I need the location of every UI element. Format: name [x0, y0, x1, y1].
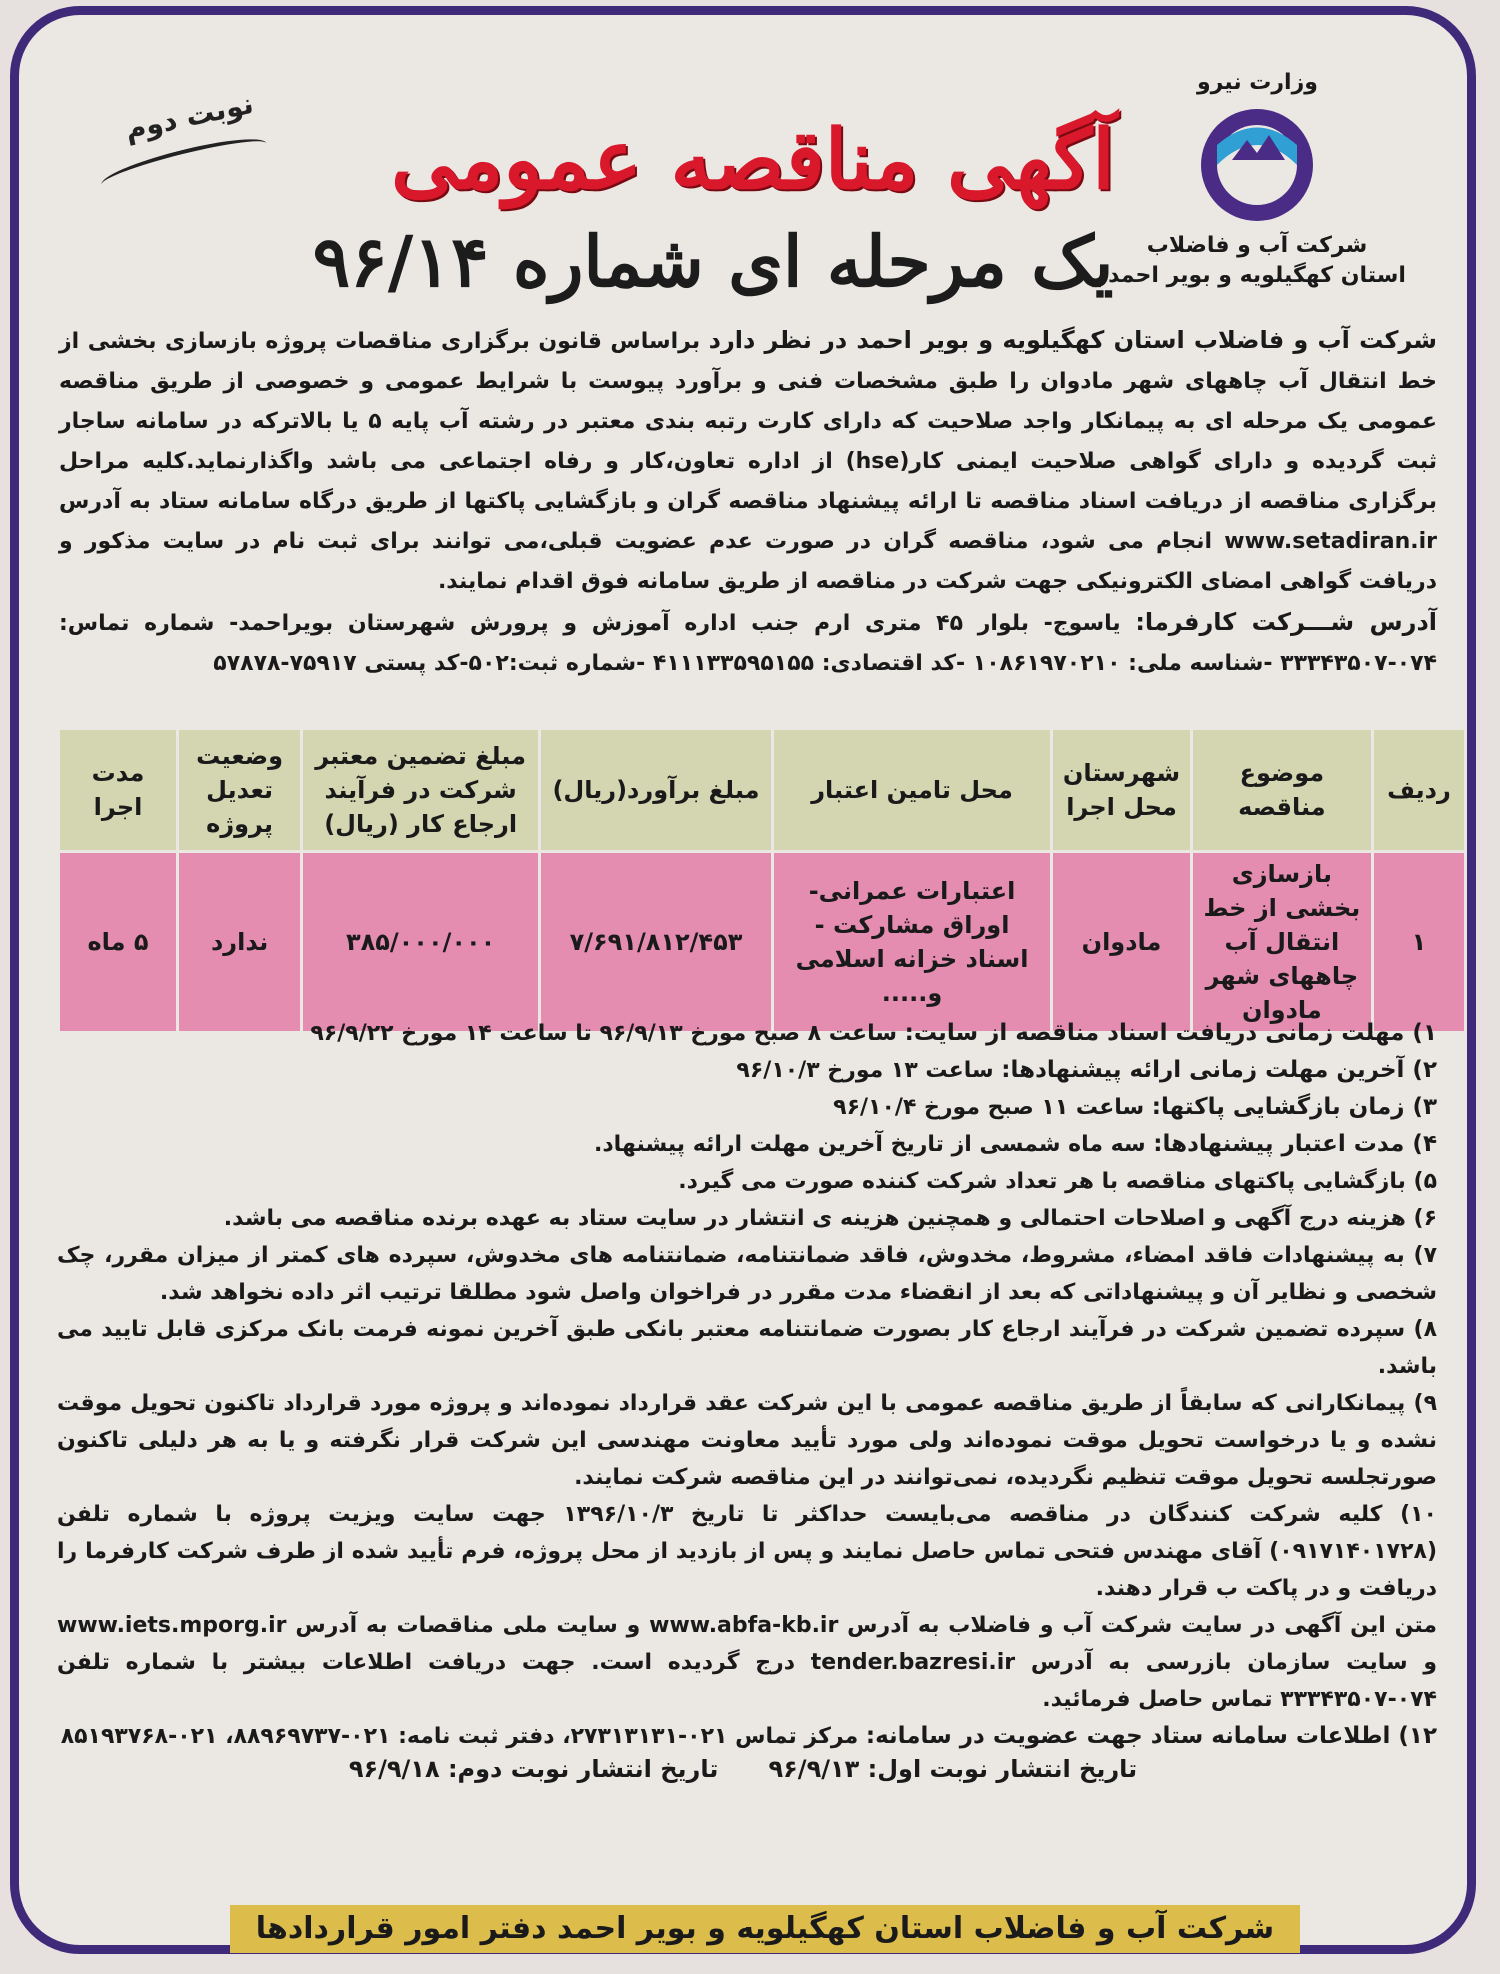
header: [19, 15, 1467, 305]
org-name-line2: استان کهگیلویه و بویر احمد: [1108, 263, 1406, 288]
list-item: ۳) زمان بازگشایی پاکتها: ساعت ۱۱ صبح مورخ ۹۶/۱۰/۴: [833, 1094, 1437, 1120]
employer-address: [59, 602, 1437, 684]
table-header-cell: شهرستان محل اجرا: [1052, 729, 1192, 852]
ad-frame: [10, 6, 1476, 1954]
list-item: ۶) هزینه درج آگهی و اصلاحات احتمالی و همچنین هزینه ی انتشار در سایت ستاد به عهده برنده مناقصه می باشد.: [223, 1206, 1437, 1231]
list-item: ۱۰) کلیه شرکت کنندگان در مناقصه می‌بایست حداکثر تا تاریخ ۱۳۹۶/۱۰/۳ جهت سایت ویزیت پروژه با شماره تلفن (۰۹۱۷۱۴۰۱۷۲۸) آقای مهندس فتحی تماس حاصل نمایند و پس از بازدید از محل پروژه، فرم تأیید شده از طرف شرکت کارفرما را دریافت و در پاکت ب قرار دهند.: [57, 1502, 1437, 1601]
table-header-cell: ردیف: [1372, 729, 1465, 852]
table-header-cell: موضوع مناقصه: [1191, 729, 1372, 852]
conditions-list: [57, 1015, 1437, 1755]
ministry-label: وزارت نیرو: [1197, 70, 1318, 95]
table-header-cell: محل تامین اعتبار: [772, 729, 1051, 852]
publication-first: تاریخ انتشار نوبت اول: ۹۶/۹/۱۳: [768, 1755, 1138, 1783]
intro-text: براساس قانون برگزاری مناقصات پروژه بازسازی بخشی از خط انتقال آب چاههای شهر مادوان را طبق مشخصات فنی و برآورد پیوست با شرایط عمومی و خصوصی از طریق مناقصه عمومی یک مرحله ای به پیمانکار واجد صلاحیت که دارای کارت رتبه بندی معتبر در رشته آب پایه ۵ یا بالاترکه در سامانه ساجار ثبت گردیده و دارای گواهی صلاحیت ایمنی کار(hse) از اداره تعاون،کار و رفاه اجتماعی می باشد واگذارنماید.کلیه مراحل برگزاری مناقصه از دریافت اسناد مناقصه تا ارائه پیشنهاد مناقصه گران و بازگشایی پاکتها از طریق درگاه سامانه ستاد به آدرس www.setadiran.ir انجام می شود، مناقصه گران در صورت عدم عضویت قبلی،می توانند برای ثبت نام در سایت مذکور و دریافت گواهی امضای الکترونیکی جهت شرکت در مناقصه از طریق سامانه فوق اقدام نمایند.: [59, 329, 1437, 594]
list-item: ۱) مهلت زمانی دریافت اسناد مناقصه از سایت: ساعت ۸ صبح مورخ ۹۶/۹/۱۳ تا ساعت ۱۴ مورخ ۹۶/۹/۲۲: [310, 1020, 1437, 1046]
list-item: ۷) به پیشنهادات فاقد امضاء، مشروط، مخدوش، فاقد ضمانتنامه، ضمانتنامه های مخدوش، سپرده های کمتر از میزان مقرر، چک شخصی و نظایر آن و پیشنهاداتی که بعد از انقضاء مدت مقرر در فراخوان واصل شود مطلقا ترتیب اثر داده نخواهد شد.: [57, 1243, 1437, 1305]
tender-table: [57, 727, 1467, 1034]
address-label: آدرس شـــرکت کارفرما:: [1135, 608, 1438, 636]
table-header-cell: مدت اجرا: [59, 729, 178, 852]
intro-org-bold: شرکت آب و فاضلاب استان کهگیلویه و بویر احمد در نظر دارد: [708, 326, 1437, 354]
list-item: ۸) سپرده تضمین شرکت در فرآیند ارجاع کار بصورت ضمانتنامه معتبر بانکی طبق آخرین نمونه فرمت بانک مرکزی قابل تایید می باشد.: [57, 1317, 1437, 1379]
ad-title: آگهی مناقصه عمومی: [391, 112, 1115, 208]
table-cell: مادوان: [1052, 852, 1192, 1033]
list-item: ۵) بازگشایی پاکتهای مناقصه با هر تعداد شرکت کننده صورت می گیرد.: [678, 1169, 1437, 1194]
list-item: ۲) آخرین مهلت زمانی ارائه پیشنهادها: ساعت ۱۳ مورخ ۹۶/۱۰/۳: [736, 1057, 1437, 1083]
address-text: یاسوج- بلوار ۴۵ متری ارم جنب اداره آموزش و پرورش شهرستان بویراحمد- شماره تماس: ۰۷۴-۳۳۳۴۳۵۰۷ -شناسه ملی: ۱۰۸۶۱۹۷۰۲۱۰ -کد اقتصادی: ۴۱۱۱۳۳۵۹۵۱۵۵ -شماره ثبت:۵۰۲-کد پستی ۷۵۹۱۷-۵۷۸۷۸: [59, 611, 1437, 676]
table-cell: بازسازی بخشی از خط انتقال آب چاههای شهر مادوان: [1191, 852, 1372, 1033]
intro-paragraph: [59, 320, 1437, 684]
org-name-line1: شرکت آب و فاضلاب: [1146, 233, 1368, 258]
table-cell: ۳۸۵/۰۰۰/۰۰۰: [302, 852, 540, 1033]
list-item: ۴) مدت اعتبار پیشنهادها: سه ماه شمسی از تاریخ آخرین مهلت ارائه پیشنهاد.: [594, 1131, 1437, 1157]
ad-subtitle: یک مرحله ای شماره ۹۶/۱۴: [312, 220, 1114, 303]
list-item: ۱۲) اطلاعات سامانه ستاد جهت عضویت در سامانه: مرکز تماس ۰۲۱-۲۷۳۱۳۱۳۱، دفتر ثبت نامه: ۰۲۱-۸۸۹۶۹۷۳۷، ۰۲۱-۸۵۱۹۳۷۶۸: [60, 1723, 1437, 1749]
table-cell: ۵ ماه: [59, 852, 178, 1033]
table-cell: ندارد: [178, 852, 302, 1033]
table-header-row: [59, 729, 1466, 852]
table-header-cell: مبلغ تضمین معتبر شرکت در فرآیند ارجاع کار (ریال): [302, 729, 540, 852]
round-label: نوبت دوم: [121, 86, 257, 147]
table-cell: ۱: [1372, 852, 1465, 1033]
round-underline: [98, 130, 270, 198]
footer-banner: شرکت آب و فاضلاب استان کهگیلویه و بویر احمد دفتر امور قراردادها: [230, 1905, 1300, 1953]
water-company-logo-icon: [1197, 105, 1317, 225]
table-header-cell: وضعیت تعدیل پروژه: [178, 729, 302, 852]
table-header-cell: مبلغ برآورد(ریال): [540, 729, 773, 852]
table-cell: اعتبارات عمرانی- اوراق مشارکت - اسناد خزانه اسلامی و.....: [772, 852, 1051, 1033]
table-cell: ۷/۶۹۱/۸۱۲/۴۵۳: [540, 852, 773, 1033]
list-item: ۹) پیمانکارانی که سابقاً از طریق مناقصه عمومی با این شرکت عقد قرارداد نموده‌اند و پروژه مورد قرارداد تاکنون تحویل موقت نشده و یا درخواست تحویل موقت نموده‌اند ولی مورد تأیید معاونت مهندسی این شرکت قرار نگرفته و یا به هر دلیلی تاکنون صورتجلسه تحویل موقت تنظیم نگردیده، نمی‌توانند در این مناقصه شرکت نمایند.: [57, 1391, 1437, 1490]
table-row: [59, 852, 1466, 1033]
list-item: متن این آگهی در سایت شرکت آب و فاضلاب به آدرس www.abfa-kb.ir و سایت ملی مناقصات به آدرس www.iets.mporg.ir و سایت سازمان بازرسی به آدرس tender.bazresi.ir درج گردیده است. جهت دریافت اطلاعات بیشتر با شماره تلفن ۰۷۴-۳۳۳۴۳۵۰۷ تماس حاصل فرمائید.: [57, 1613, 1437, 1712]
publication-second: تاریخ انتشار نوبت دوم: ۹۶/۹/۱۸: [348, 1755, 719, 1783]
publication-dates: [19, 1755, 1467, 1783]
